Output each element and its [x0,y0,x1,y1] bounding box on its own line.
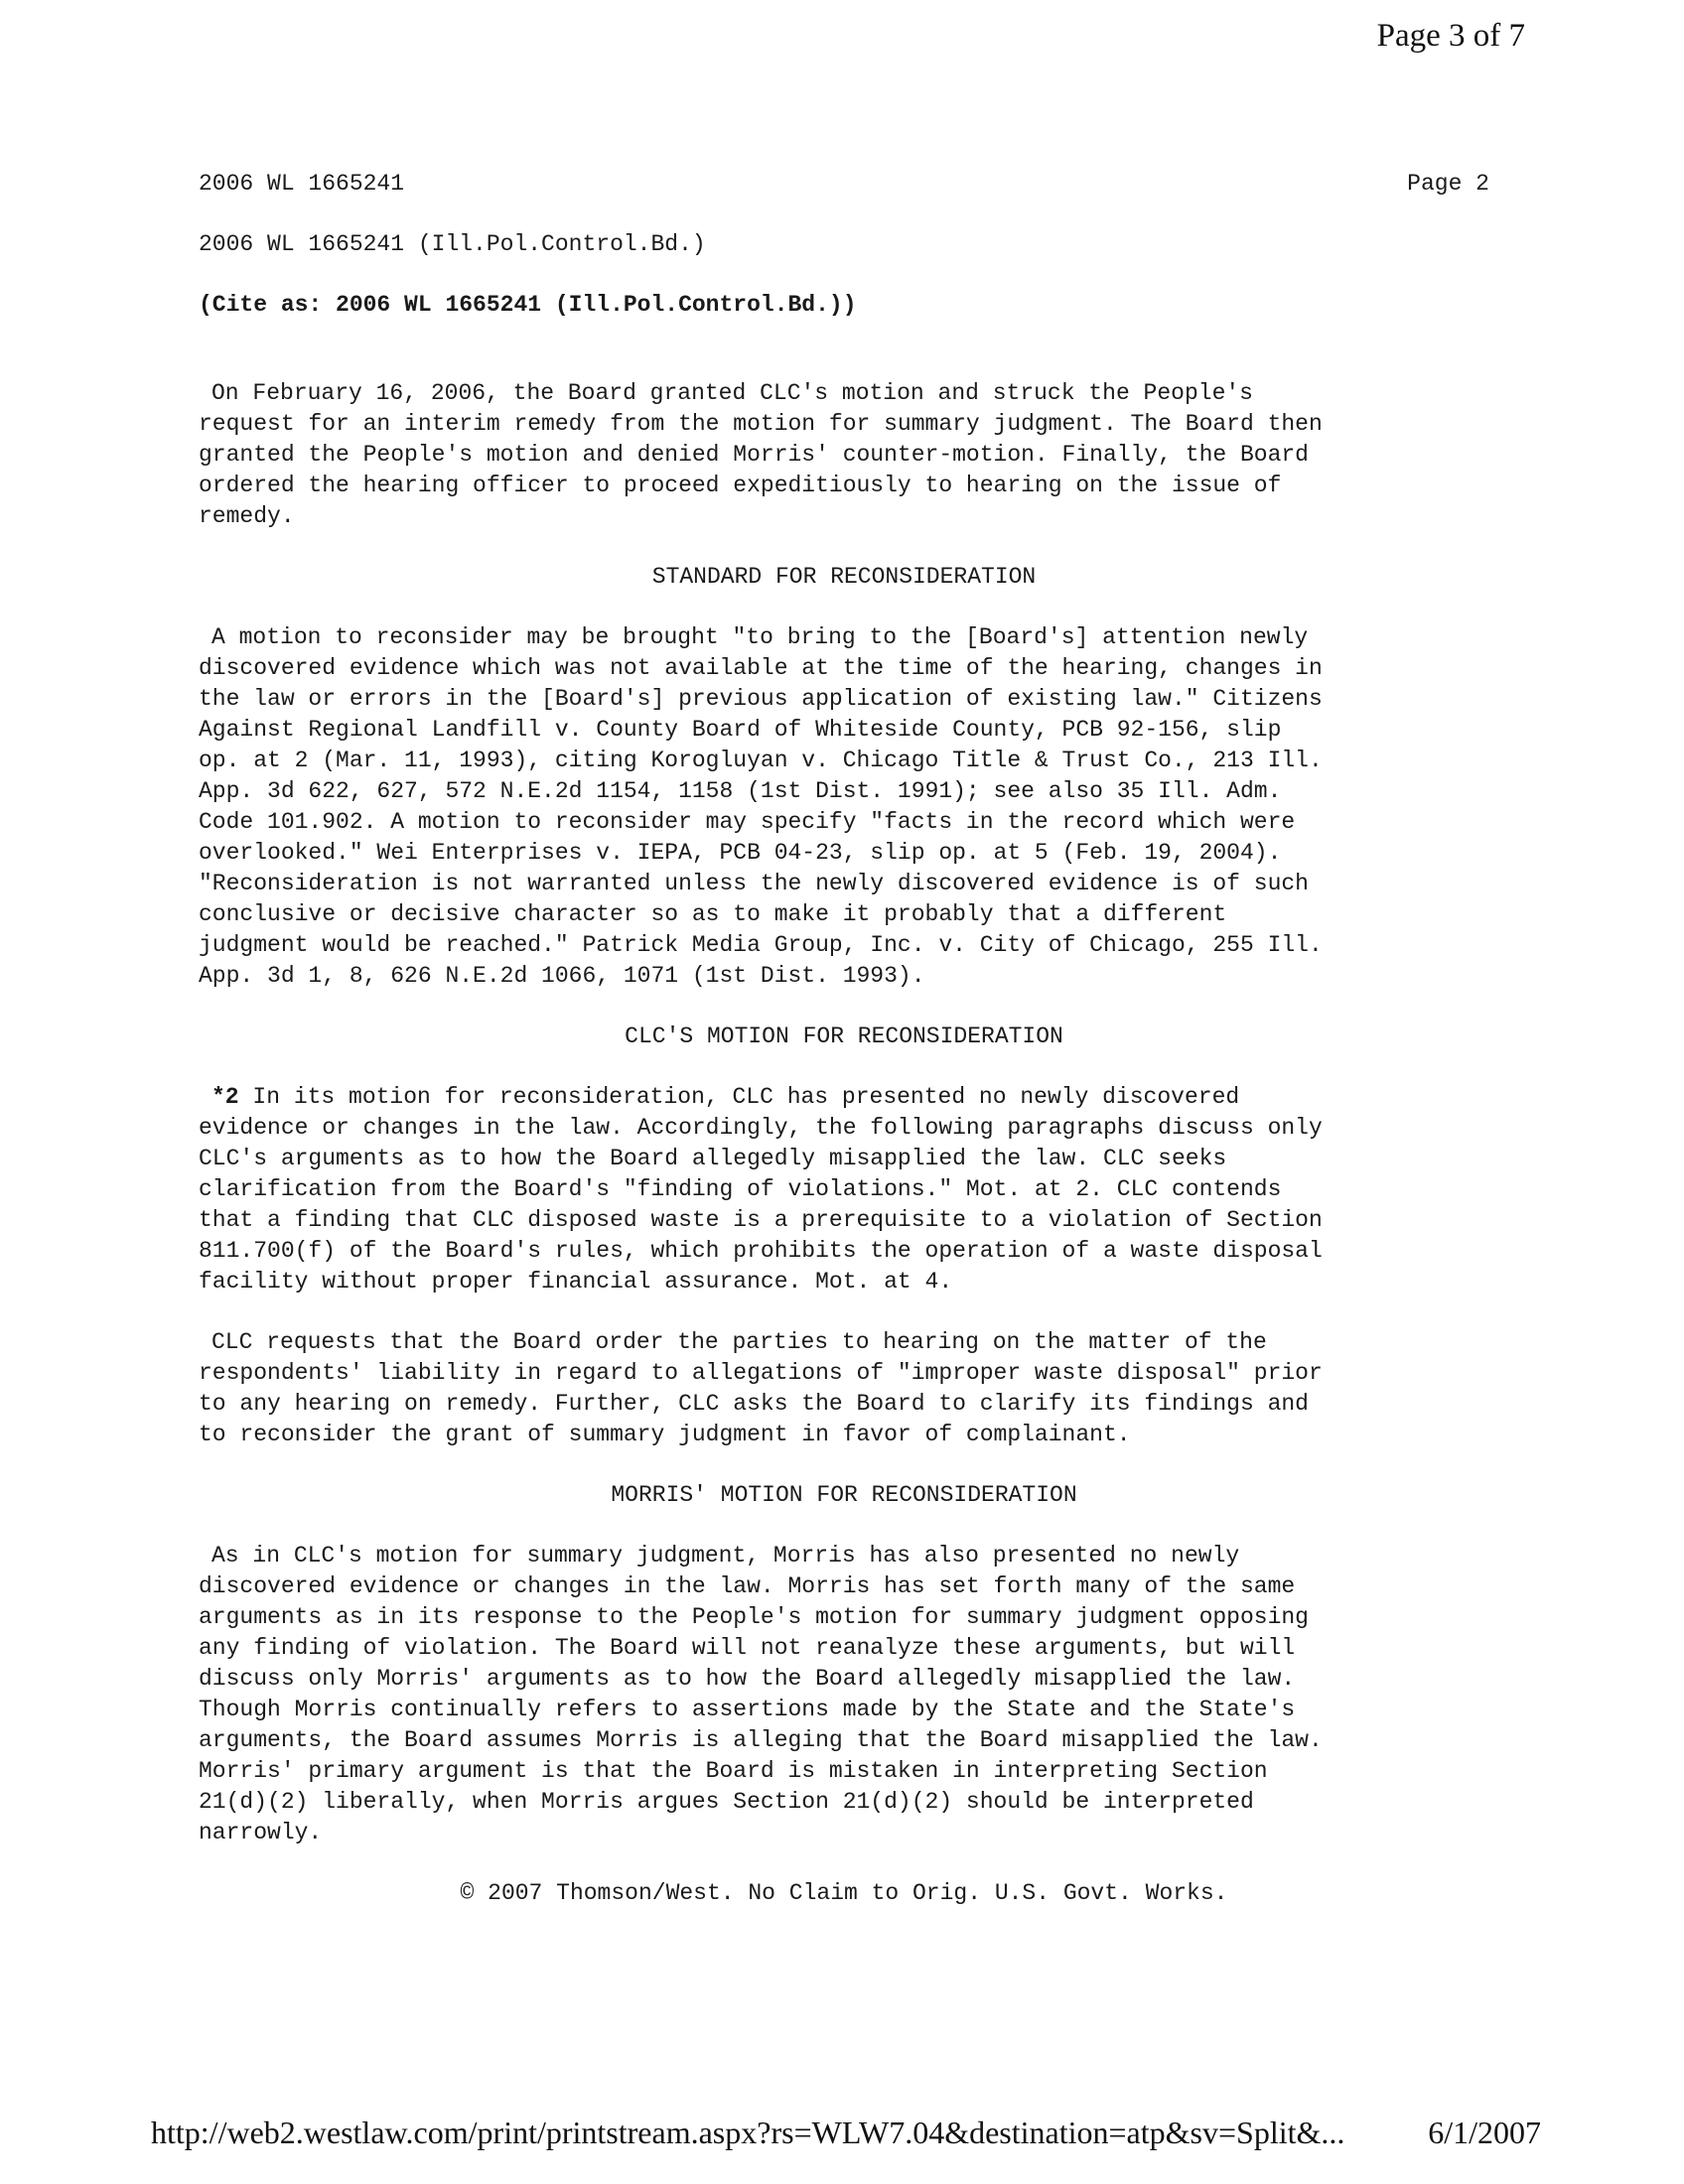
paragraph-line: to reconsider the grant of summary judgment in favor of complainant. [199,1422,1131,1447]
paragraph-line: facility without proper financial assurance. Mot. at 4. [199,1269,953,1295]
clc-paragraph-1-first-line [199,1082,1489,1113]
heading-clc: CLC'S MOTION FOR RECONSIDERATION [625,1024,1063,1049]
paragraph-line: request for an interim remedy from the motion for summary judgment. The Board then [199,411,1323,437]
paragraph-line: discovered evidence which was not available at the time of the hearing, changes in [199,655,1323,681]
paragraph-line: discovered evidence or changes in the law. Morris has set forth many of the same [199,1573,1296,1599]
paragraph-line: ordered the hearing officer to proceed expeditiously to hearing on the issue of [199,473,1282,498]
citation-full: 2006 WL 1665241 (Ill.Pol.Control.Bd.) [199,231,706,257]
paragraph-line: As in CLC's motion for summary judgment, Morris has also presented no newly [211,1543,1240,1569]
print-date: 6/1/2007 [1428,2115,1541,2150]
standard-paragraph [199,622,1489,992]
paragraph-line: clarification from the Board's "finding of violations." Mot. at 2. CLC contends [199,1176,1282,1202]
paragraph-line: the law or errors in the [Board's] previous application of existing law." Citizens [199,686,1323,712]
paragraph-line: 21(d)(2) liberally, when Morris argues Section 21(d)(2) should be interpreted [199,1789,1254,1815]
document-body [199,169,1489,1909]
paragraph-line: CLC's arguments as to how the Board allegedly misapplied the law. CLC seeks [199,1146,1227,1171]
browser-footer [151,2115,1541,2151]
paragraph-line: On February 16, 2006, the Board granted CLC's motion and struck the People's [211,380,1253,406]
paragraph-line: 811.700(f) of the Board's rules, which prohibits the operation of a waste disposal [199,1238,1323,1264]
clc-paragraph-1 [199,1082,1489,1297]
star-page-marker: *2 [211,1084,239,1110]
page-label: Page 2 [1407,171,1489,197]
heading-standard: STANDARD FOR RECONSIDERATION [651,564,1037,590]
paragraph-line: granted the People's motion and denied Morris' counter-motion. Finally, the Board [199,442,1309,468]
paragraph-line: discuss only Morris' arguments as to how the Board allegedly misapplied the law. [199,1666,1296,1692]
paragraph-line: "Reconsideration is not warranted unless the newly discovered evidence is of such [199,871,1309,896]
copyright-notice: © 2007 Thomson/West. No Claim to Orig. U.S. Govt. Works. [460,1880,1228,1906]
paragraph-line: any finding of violation. The Board will not reanalyze these arguments, but will [199,1635,1296,1661]
paragraph-line: judgment would be reached." Patrick Media Group, Inc. v. City of Chicago, 255 Ill. [199,932,1323,958]
heading-morris: MORRIS' MOTION FOR RECONSIDERATION [611,1482,1077,1508]
browser-page-counter: Page 3 of 7 [1376,18,1525,54]
paragraph-line: evidence or changes in the law. Accordingly, the following paragraphs discuss only [199,1115,1323,1141]
paragraph-line: overlooked." Wei Enterprises v. IEPA, PCB 04-23, slip op. at 5 (Feb. 19, 2004). [199,840,1282,866]
intro-paragraph [199,378,1489,532]
paragraph-line: Though Morris continually refers to assertions made by the State and the State's [199,1697,1296,1722]
print-url: http://web2.westlaw.com/print/printstream.aspx?rs=WLW7.04&destination=atp&sv=Split&... [151,2115,1345,2150]
paragraph-line: op. at 2 (Mar. 11, 1993), citing Korogluyan v. Chicago Title & Trust Co., 213 Ill. [199,748,1323,773]
cite-as: (Cite as: 2006 WL 1665241 (Ill.Pol.Control.Bd.)) [199,292,857,318]
paragraph-line: arguments, the Board assumes Morris is alleging that the Board misapplied the law. [199,1727,1323,1753]
paragraph-line: respondents' liability in regard to allegations of "improper waste disposal" prior [199,1360,1323,1386]
paragraph-line: App. 3d 1, 8, 626 N.E.2d 1066, 1071 (1st Dist. 1993). [199,963,925,989]
citation: 2006 WL 1665241 [199,171,405,197]
doc-header-row [199,169,1489,200]
clc-paragraph-2 [199,1327,1489,1450]
paragraph-line: App. 3d 622, 627, 572 N.E.2d 1154, 1158 (1st Dist. 1991); see also 35 Ill. Adm. [199,778,1282,804]
paragraph-line: that a finding that CLC disposed waste is a prerequisite to a violation of Section [199,1207,1323,1233]
paragraph-line: A motion to reconsider may be brought "to bring to the [Board's] attention newly [211,624,1309,650]
clc-paragraph-1-first-text: In its motion for reconsideration, CLC has presented no newly discovered [238,1084,1240,1110]
morris-paragraph [199,1541,1489,1848]
paragraph-line: CLC requests that the Board order the parties to hearing on the matter of the [211,1329,1267,1355]
paragraph-line: Against Regional Landfill v. County Board of Whiteside County, PCB 92-156, slip [199,717,1282,743]
paragraph-line: remedy. [199,503,295,529]
paragraph-line: narrowly. [199,1820,323,1845]
paragraph-line: Morris' primary argument is that the Board is mistaken in interpreting Section [199,1758,1268,1784]
paragraph-line: arguments as in its response to the People's motion for summary judgment opposing [199,1604,1309,1630]
paragraph-line: to any hearing on remedy. Further, CLC asks the Board to clarify its findings and [199,1391,1309,1417]
paragraph-line: conclusive or decisive character so as to make it probably that a different [199,901,1227,927]
paragraph-line: Code 101.902. A motion to reconsider may specify "facts in the record which were [199,809,1296,835]
